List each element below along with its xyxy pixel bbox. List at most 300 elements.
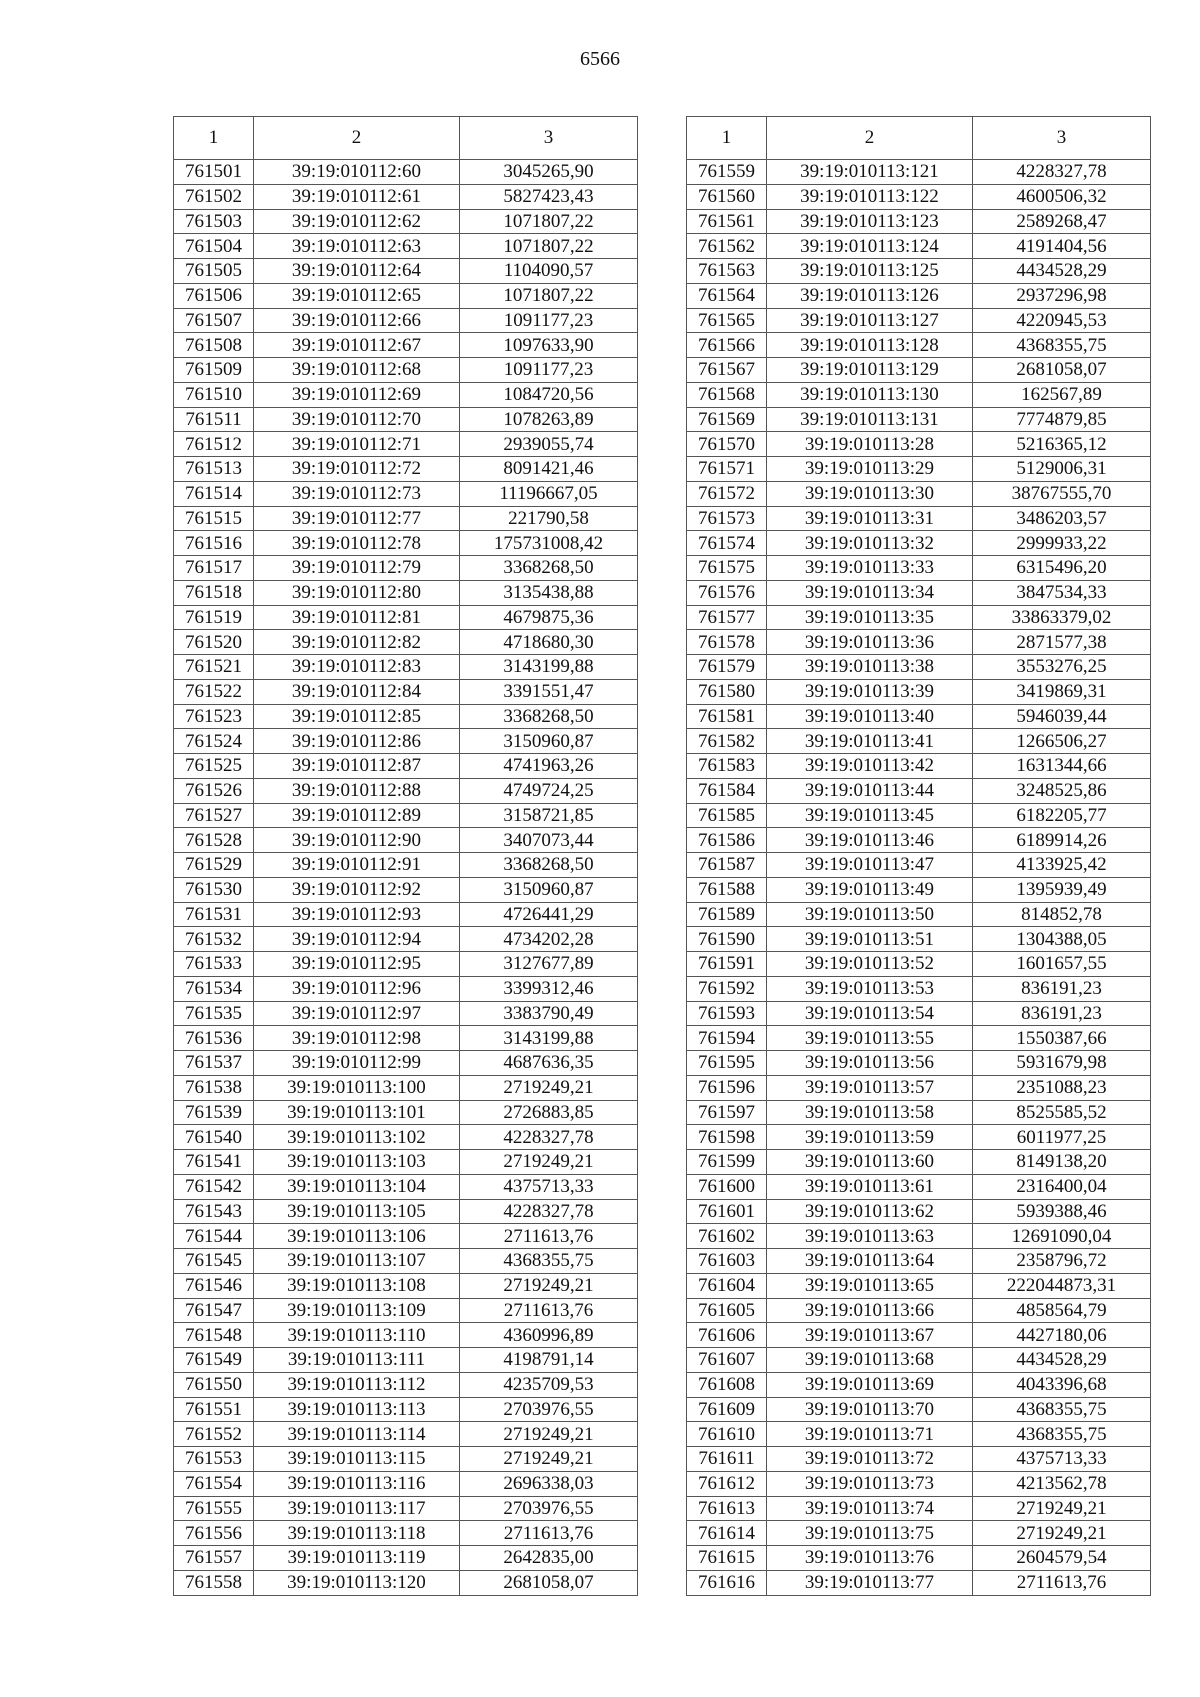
value-cell: 1395939,49 bbox=[973, 877, 1151, 902]
value-cell: 4375713,33 bbox=[973, 1447, 1151, 1472]
cadastral-number-cell: 39:19:010113:34 bbox=[767, 580, 973, 605]
value-cell: 4368355,75 bbox=[973, 1422, 1151, 1447]
value-cell: 4726441,29 bbox=[460, 902, 638, 927]
table-row bbox=[687, 556, 1151, 581]
table-row bbox=[687, 1273, 1151, 1298]
value-cell: 3391551,47 bbox=[460, 679, 638, 704]
value-cell: 1071807,22 bbox=[460, 209, 638, 234]
row-number-cell: 761530 bbox=[174, 877, 254, 902]
table-row bbox=[174, 1521, 638, 1546]
value-cell: 3150960,87 bbox=[460, 729, 638, 754]
row-number-cell: 761539 bbox=[174, 1100, 254, 1125]
cadastral-number-cell: 39:19:010113:49 bbox=[767, 877, 973, 902]
value-cell: 3383790,49 bbox=[460, 1001, 638, 1026]
table-row bbox=[174, 1298, 638, 1323]
cadastral-number-cell: 39:19:010113:56 bbox=[767, 1051, 973, 1076]
table-row bbox=[174, 283, 638, 308]
cadastral-number-cell: 39:19:010112:67 bbox=[254, 333, 460, 358]
value-cell: 4220945,53 bbox=[973, 308, 1151, 333]
cadastral-number-cell: 39:19:010113:51 bbox=[767, 927, 973, 952]
table-row bbox=[174, 679, 638, 704]
cadastral-number-cell: 39:19:010112:70 bbox=[254, 407, 460, 432]
row-number-cell: 761615 bbox=[687, 1546, 767, 1571]
cadastral-number-cell: 39:19:010113:52 bbox=[767, 952, 973, 977]
row-number-cell: 761598 bbox=[687, 1125, 767, 1150]
table-row bbox=[687, 828, 1151, 853]
value-cell: 3135438,88 bbox=[460, 580, 638, 605]
row-number-cell: 761510 bbox=[174, 382, 254, 407]
table-row bbox=[687, 333, 1151, 358]
row-number-cell: 761502 bbox=[174, 184, 254, 209]
table-row bbox=[687, 803, 1151, 828]
table-row bbox=[174, 1570, 638, 1595]
row-number-cell: 761516 bbox=[174, 531, 254, 556]
cadastral-number-cell: 39:19:010113:66 bbox=[767, 1298, 973, 1323]
table-row bbox=[174, 1100, 638, 1125]
row-number-cell: 761609 bbox=[687, 1397, 767, 1422]
value-cell: 814852,78 bbox=[973, 902, 1151, 927]
table-row bbox=[687, 1496, 1151, 1521]
cadastral-number-cell: 39:19:010113:121 bbox=[767, 160, 973, 185]
row-number-cell: 761582 bbox=[687, 729, 767, 754]
value-cell: 3419869,31 bbox=[973, 679, 1151, 704]
table-row bbox=[174, 1447, 638, 1472]
cadastral-number-cell: 39:19:010112:73 bbox=[254, 481, 460, 506]
value-cell: 3368268,50 bbox=[460, 853, 638, 878]
cadastral-number-cell: 39:19:010112:91 bbox=[254, 853, 460, 878]
value-cell: 5216365,12 bbox=[973, 432, 1151, 457]
row-number-cell: 761542 bbox=[174, 1174, 254, 1199]
table-row bbox=[174, 1199, 638, 1224]
table-row bbox=[687, 1323, 1151, 1348]
value-cell: 1631344,66 bbox=[973, 754, 1151, 779]
table-row bbox=[687, 1026, 1151, 1051]
cadastral-number-cell: 39:19:010112:97 bbox=[254, 1001, 460, 1026]
value-cell: 4228327,78 bbox=[973, 160, 1151, 185]
cadastral-number-cell: 39:19:010113:28 bbox=[767, 432, 973, 457]
cadastral-number-cell: 39:19:010112:62 bbox=[254, 209, 460, 234]
cadastral-number-cell: 39:19:010113:103 bbox=[254, 1150, 460, 1175]
table-row bbox=[687, 432, 1151, 457]
value-cell: 3553276,25 bbox=[973, 655, 1151, 680]
table-row bbox=[687, 481, 1151, 506]
row-number-cell: 761576 bbox=[687, 580, 767, 605]
table-row bbox=[174, 1422, 638, 1447]
row-number-cell: 761501 bbox=[174, 160, 254, 185]
cadastral-number-cell: 39:19:010112:82 bbox=[254, 630, 460, 655]
table-row bbox=[174, 432, 638, 457]
table-row bbox=[174, 1348, 638, 1373]
value-cell: 2939055,74 bbox=[460, 432, 638, 457]
table-row bbox=[174, 382, 638, 407]
cadastral-number-cell: 39:19:010113:31 bbox=[767, 506, 973, 531]
cadastral-number-cell: 39:19:010112:99 bbox=[254, 1051, 460, 1076]
table-row bbox=[174, 407, 638, 432]
table-row bbox=[687, 1075, 1151, 1100]
cadastral-number-cell: 39:19:010113:64 bbox=[767, 1249, 973, 1274]
cadastral-number-cell: 39:19:010112:90 bbox=[254, 828, 460, 853]
table-row bbox=[174, 630, 638, 655]
cadastral-number-cell: 39:19:010113:102 bbox=[254, 1125, 460, 1150]
row-number-cell: 761535 bbox=[174, 1001, 254, 1026]
row-number-cell: 761559 bbox=[687, 160, 767, 185]
row-number-cell: 761581 bbox=[687, 704, 767, 729]
row-number-cell: 761572 bbox=[687, 481, 767, 506]
cadastral-number-cell: 39:19:010113:38 bbox=[767, 655, 973, 680]
value-cell: 3486203,57 bbox=[973, 506, 1151, 531]
value-cell: 12691090,04 bbox=[973, 1224, 1151, 1249]
table-row bbox=[174, 605, 638, 630]
row-number-cell: 761506 bbox=[174, 283, 254, 308]
cadastral-number-cell: 39:19:010112:95 bbox=[254, 952, 460, 977]
cadastral-number-cell: 39:19:010113:107 bbox=[254, 1249, 460, 1274]
row-number-cell: 761553 bbox=[174, 1447, 254, 1472]
table-row bbox=[687, 184, 1151, 209]
row-number-cell: 761538 bbox=[174, 1075, 254, 1100]
value-cell: 3399312,46 bbox=[460, 976, 638, 1001]
table-row bbox=[174, 655, 638, 680]
value-cell: 2719249,21 bbox=[460, 1422, 638, 1447]
cadastral-number-cell: 39:19:010113:47 bbox=[767, 853, 973, 878]
table-row bbox=[174, 1075, 638, 1100]
cadastral-number-cell: 39:19:010112:88 bbox=[254, 778, 460, 803]
table-row bbox=[687, 160, 1151, 185]
table-row bbox=[687, 679, 1151, 704]
cadastral-number-cell: 39:19:010112:79 bbox=[254, 556, 460, 581]
value-cell: 33863379,02 bbox=[973, 605, 1151, 630]
table-row bbox=[687, 580, 1151, 605]
value-cell: 4858564,79 bbox=[973, 1298, 1151, 1323]
cadastral-number-cell: 39:19:010113:115 bbox=[254, 1447, 460, 1472]
row-number-cell: 761591 bbox=[687, 952, 767, 977]
row-number-cell: 761508 bbox=[174, 333, 254, 358]
column-header: 1 bbox=[174, 117, 254, 160]
cadastral-number-cell: 39:19:010113:117 bbox=[254, 1496, 460, 1521]
row-number-cell: 761503 bbox=[174, 209, 254, 234]
cadastral-number-cell: 39:19:010113:29 bbox=[767, 457, 973, 482]
cadastral-number-cell: 39:19:010112:83 bbox=[254, 655, 460, 680]
cadastral-number-cell: 39:19:010113:122 bbox=[767, 184, 973, 209]
cadastral-number-cell: 39:19:010113:73 bbox=[767, 1471, 973, 1496]
table-row bbox=[174, 754, 638, 779]
value-cell: 4235709,53 bbox=[460, 1372, 638, 1397]
table-row bbox=[687, 1348, 1151, 1373]
value-cell: 3127677,89 bbox=[460, 952, 638, 977]
cadastral-number-cell: 39:19:010113:30 bbox=[767, 481, 973, 506]
cadastral-number-cell: 39:19:010113:32 bbox=[767, 531, 973, 556]
table-row bbox=[687, 630, 1151, 655]
row-number-cell: 761590 bbox=[687, 927, 767, 952]
table-row bbox=[174, 828, 638, 853]
table-row bbox=[174, 209, 638, 234]
row-number-cell: 761602 bbox=[687, 1224, 767, 1249]
cadastral-number-cell: 39:19:010113:116 bbox=[254, 1471, 460, 1496]
cadastral-number-cell: 39:19:010113:72 bbox=[767, 1447, 973, 1472]
cadastral-number-cell: 39:19:010113:129 bbox=[767, 358, 973, 383]
table-row bbox=[687, 1001, 1151, 1026]
value-cell: 4213562,78 bbox=[973, 1471, 1151, 1496]
row-number-cell: 761562 bbox=[687, 234, 767, 259]
row-number-cell: 761568 bbox=[687, 382, 767, 407]
cadastral-number-cell: 39:19:010112:61 bbox=[254, 184, 460, 209]
table-row bbox=[174, 506, 638, 531]
cadastral-number-cell: 39:19:010112:60 bbox=[254, 160, 460, 185]
value-cell: 4427180,06 bbox=[973, 1323, 1151, 1348]
row-number-cell: 761504 bbox=[174, 234, 254, 259]
cadastral-number-cell: 39:19:010113:62 bbox=[767, 1199, 973, 1224]
cadastral-number-cell: 39:19:010113:109 bbox=[254, 1298, 460, 1323]
cadastral-number-cell: 39:19:010113:58 bbox=[767, 1100, 973, 1125]
cadastral-number-cell: 39:19:010113:70 bbox=[767, 1397, 973, 1422]
value-cell: 2726883,85 bbox=[460, 1100, 638, 1125]
table-row bbox=[174, 902, 638, 927]
column-header: 2 bbox=[767, 117, 973, 160]
row-number-cell: 761548 bbox=[174, 1323, 254, 1348]
table-row bbox=[174, 1026, 638, 1051]
cadastral-number-cell: 39:19:010113:44 bbox=[767, 778, 973, 803]
value-cell: 5827423,43 bbox=[460, 184, 638, 209]
row-number-cell: 761589 bbox=[687, 902, 767, 927]
value-cell: 6189914,26 bbox=[973, 828, 1151, 853]
cadastral-number-cell: 39:19:010113:100 bbox=[254, 1075, 460, 1100]
cadastral-number-cell: 39:19:010113:123 bbox=[767, 209, 973, 234]
cadastral-number-cell: 39:19:010113:125 bbox=[767, 259, 973, 284]
value-cell: 1078263,89 bbox=[460, 407, 638, 432]
cadastral-number-cell: 39:19:010112:77 bbox=[254, 506, 460, 531]
value-cell: 1091177,23 bbox=[460, 358, 638, 383]
row-number-cell: 761616 bbox=[687, 1570, 767, 1595]
cadastral-number-cell: 39:19:010113:69 bbox=[767, 1372, 973, 1397]
value-cell: 2604579,54 bbox=[973, 1546, 1151, 1571]
cadastral-number-cell: 39:19:010113:74 bbox=[767, 1496, 973, 1521]
value-cell: 3248525,86 bbox=[973, 778, 1151, 803]
value-cell: 2351088,23 bbox=[973, 1075, 1151, 1100]
cadastral-number-cell: 39:19:010113:113 bbox=[254, 1397, 460, 1422]
table-row bbox=[687, 358, 1151, 383]
value-cell: 2719249,21 bbox=[460, 1075, 638, 1100]
table-row bbox=[687, 1224, 1151, 1249]
cadastral-number-cell: 39:19:010112:94 bbox=[254, 927, 460, 952]
row-number-cell: 761573 bbox=[687, 506, 767, 531]
table-row bbox=[687, 308, 1151, 333]
value-cell: 4749724,25 bbox=[460, 778, 638, 803]
value-cell: 175731008,42 bbox=[460, 531, 638, 556]
table-row bbox=[687, 1174, 1151, 1199]
table-row bbox=[687, 407, 1151, 432]
table-row bbox=[174, 1224, 638, 1249]
row-number-cell: 761556 bbox=[174, 1521, 254, 1546]
cadastral-number-cell: 39:19:010112:66 bbox=[254, 308, 460, 333]
row-number-cell: 761545 bbox=[174, 1249, 254, 1274]
row-number-cell: 761540 bbox=[174, 1125, 254, 1150]
value-cell: 1071807,22 bbox=[460, 234, 638, 259]
value-cell: 4191404,56 bbox=[973, 234, 1151, 259]
value-cell: 2681058,07 bbox=[973, 358, 1151, 383]
row-number-cell: 761517 bbox=[174, 556, 254, 581]
table-row bbox=[687, 1150, 1151, 1175]
row-number-cell: 761536 bbox=[174, 1026, 254, 1051]
value-cell: 5129006,31 bbox=[973, 457, 1151, 482]
cadastral-number-cell: 39:19:010113:39 bbox=[767, 679, 973, 704]
table-row bbox=[687, 531, 1151, 556]
value-cell: 1097633,90 bbox=[460, 333, 638, 358]
row-number-cell: 761534 bbox=[174, 976, 254, 1001]
row-number-cell: 761529 bbox=[174, 853, 254, 878]
row-number-cell: 761578 bbox=[687, 630, 767, 655]
row-number-cell: 761509 bbox=[174, 358, 254, 383]
table-row bbox=[687, 704, 1151, 729]
table-row bbox=[174, 234, 638, 259]
cadastral-number-cell: 39:19:010113:131 bbox=[767, 407, 973, 432]
cadastral-number-cell: 39:19:010113:120 bbox=[254, 1570, 460, 1595]
cadastral-number-cell: 39:19:010113:127 bbox=[767, 308, 973, 333]
value-cell: 3407073,44 bbox=[460, 828, 638, 853]
cadastral-number-cell: 39:19:010112:81 bbox=[254, 605, 460, 630]
value-cell: 4375713,33 bbox=[460, 1174, 638, 1199]
table-row bbox=[687, 853, 1151, 878]
cadastral-number-cell: 39:19:010112:69 bbox=[254, 382, 460, 407]
value-cell: 1266506,27 bbox=[973, 729, 1151, 754]
row-number-cell: 761611 bbox=[687, 1447, 767, 1472]
row-number-cell: 761513 bbox=[174, 457, 254, 482]
cadastral-number-cell: 39:19:010113:67 bbox=[767, 1323, 973, 1348]
value-cell: 1304388,05 bbox=[973, 927, 1151, 952]
value-cell: 2316400,04 bbox=[973, 1174, 1151, 1199]
cadastral-number-cell: 39:19:010113:106 bbox=[254, 1224, 460, 1249]
row-number-cell: 761601 bbox=[687, 1199, 767, 1224]
table-row bbox=[174, 1125, 638, 1150]
value-cell: 8525585,52 bbox=[973, 1100, 1151, 1125]
value-cell: 38767555,70 bbox=[973, 481, 1151, 506]
value-cell: 2711613,76 bbox=[460, 1521, 638, 1546]
table-row bbox=[687, 1298, 1151, 1323]
row-number-cell: 761531 bbox=[174, 902, 254, 927]
row-number-cell: 761595 bbox=[687, 1051, 767, 1076]
row-number-cell: 761580 bbox=[687, 679, 767, 704]
row-number-cell: 761552 bbox=[174, 1422, 254, 1447]
cadastral-number-cell: 39:19:010113:42 bbox=[767, 754, 973, 779]
value-cell: 3158721,85 bbox=[460, 803, 638, 828]
table-row bbox=[687, 976, 1151, 1001]
cadastral-number-cell: 39:19:010112:80 bbox=[254, 580, 460, 605]
table-row bbox=[687, 927, 1151, 952]
row-number-cell: 761515 bbox=[174, 506, 254, 531]
cadastral-number-cell: 39:19:010112:65 bbox=[254, 283, 460, 308]
row-number-cell: 761518 bbox=[174, 580, 254, 605]
value-cell: 4687636,35 bbox=[460, 1051, 638, 1076]
table-row bbox=[687, 1471, 1151, 1496]
table-row bbox=[174, 1001, 638, 1026]
value-cell: 3368268,50 bbox=[460, 704, 638, 729]
value-cell: 1071807,22 bbox=[460, 283, 638, 308]
row-number-cell: 761574 bbox=[687, 531, 767, 556]
table-row bbox=[687, 877, 1151, 902]
cadastral-number-cell: 39:19:010113:104 bbox=[254, 1174, 460, 1199]
table-row bbox=[174, 358, 638, 383]
row-number-cell: 761563 bbox=[687, 259, 767, 284]
row-number-cell: 761586 bbox=[687, 828, 767, 853]
cadastral-number-cell: 39:19:010112:86 bbox=[254, 729, 460, 754]
table-row bbox=[687, 283, 1151, 308]
row-number-cell: 761521 bbox=[174, 655, 254, 680]
value-cell: 2719249,21 bbox=[973, 1521, 1151, 1546]
row-number-cell: 761533 bbox=[174, 952, 254, 977]
row-number-cell: 761524 bbox=[174, 729, 254, 754]
value-cell: 2711613,76 bbox=[460, 1298, 638, 1323]
row-number-cell: 761606 bbox=[687, 1323, 767, 1348]
table-row bbox=[174, 976, 638, 1001]
row-number-cell: 761519 bbox=[174, 605, 254, 630]
table-row bbox=[687, 209, 1151, 234]
value-cell: 4133925,42 bbox=[973, 853, 1151, 878]
row-number-cell: 761554 bbox=[174, 1471, 254, 1496]
value-cell: 4679875,36 bbox=[460, 605, 638, 630]
row-number-cell: 761526 bbox=[174, 778, 254, 803]
value-cell: 5931679,98 bbox=[973, 1051, 1151, 1076]
cadastral-number-cell: 39:19:010113:77 bbox=[767, 1570, 973, 1595]
row-number-cell: 761592 bbox=[687, 976, 767, 1001]
cadastral-number-cell: 39:19:010113:110 bbox=[254, 1323, 460, 1348]
cadastral-number-cell: 39:19:010112:85 bbox=[254, 704, 460, 729]
row-number-cell: 761585 bbox=[687, 803, 767, 828]
table-row bbox=[174, 457, 638, 482]
value-cell: 2999933,22 bbox=[973, 531, 1151, 556]
cadastral-number-cell: 39:19:010113:59 bbox=[767, 1125, 973, 1150]
value-cell: 5946039,44 bbox=[973, 704, 1151, 729]
table-row bbox=[174, 1397, 638, 1422]
value-cell: 1091177,23 bbox=[460, 308, 638, 333]
table-row bbox=[687, 754, 1151, 779]
table-row bbox=[687, 655, 1151, 680]
value-cell: 4434528,29 bbox=[973, 1348, 1151, 1373]
value-cell: 162567,89 bbox=[973, 382, 1151, 407]
cadastral-number-cell: 39:19:010112:63 bbox=[254, 234, 460, 259]
cadastral-number-cell: 39:19:010113:63 bbox=[767, 1224, 973, 1249]
row-number-cell: 761584 bbox=[687, 778, 767, 803]
row-number-cell: 761593 bbox=[687, 1001, 767, 1026]
row-number-cell: 761604 bbox=[687, 1273, 767, 1298]
row-number-cell: 761612 bbox=[687, 1471, 767, 1496]
table-row bbox=[174, 481, 638, 506]
cadastral-number-cell: 39:19:010112:71 bbox=[254, 432, 460, 457]
right-table-body bbox=[687, 160, 1151, 1596]
row-number-cell: 761546 bbox=[174, 1273, 254, 1298]
value-cell: 4198791,14 bbox=[460, 1348, 638, 1373]
row-number-cell: 761588 bbox=[687, 877, 767, 902]
value-cell: 2358796,72 bbox=[973, 1249, 1151, 1274]
left-table-body bbox=[174, 160, 638, 1596]
value-cell: 836191,23 bbox=[973, 976, 1151, 1001]
left-table bbox=[173, 116, 638, 1596]
row-number-cell: 761551 bbox=[174, 1397, 254, 1422]
row-number-cell: 761537 bbox=[174, 1051, 254, 1076]
value-cell: 222044873,31 bbox=[973, 1273, 1151, 1298]
value-cell: 7774879,85 bbox=[973, 407, 1151, 432]
column-header: 3 bbox=[460, 117, 638, 160]
cadastral-number-cell: 39:19:010113:35 bbox=[767, 605, 973, 630]
table-row bbox=[174, 160, 638, 185]
row-number-cell: 761505 bbox=[174, 259, 254, 284]
value-cell: 3045265,90 bbox=[460, 160, 638, 185]
row-number-cell: 761571 bbox=[687, 457, 767, 482]
cadastral-number-cell: 39:19:010113:108 bbox=[254, 1273, 460, 1298]
table-header-row bbox=[174, 117, 638, 160]
row-number-cell: 761587 bbox=[687, 853, 767, 878]
row-number-cell: 761603 bbox=[687, 1249, 767, 1274]
table-row bbox=[687, 457, 1151, 482]
value-cell: 5939388,46 bbox=[973, 1199, 1151, 1224]
value-cell: 2703976,55 bbox=[460, 1496, 638, 1521]
